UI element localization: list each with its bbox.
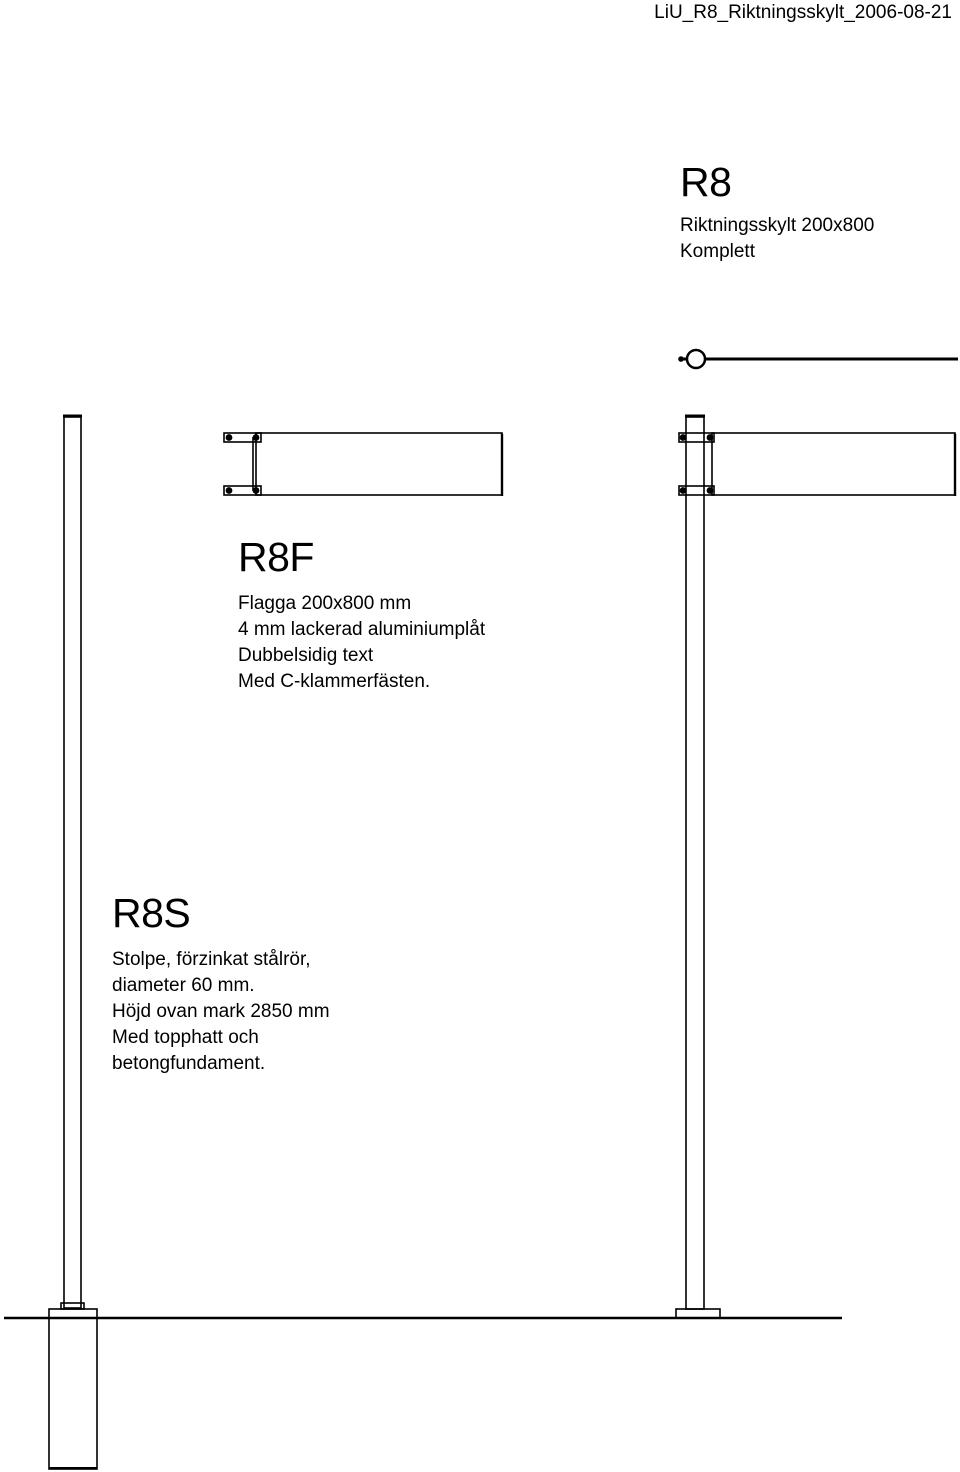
r8s-line-5: betongfundament. xyxy=(112,1053,266,1074)
r8s-line-2: diameter 60 mm. xyxy=(112,975,255,996)
r8s-line-3: Höjd ovan mark 2850 mm xyxy=(112,1001,330,1022)
r8-line-2: Komplett xyxy=(680,241,755,262)
r8f-description xyxy=(238,534,486,695)
r8-description xyxy=(680,159,875,265)
document-id: LiU_R8_Riktningsskylt_2006-08-21 xyxy=(654,2,952,23)
r8f-line-2: 4 mm lackerad aluminiumplåt xyxy=(238,619,486,640)
r8s-line-1: Stolpe, förzinkat stålrör, xyxy=(112,949,311,970)
r8s-code: R8S xyxy=(112,890,191,936)
r8-code: R8 xyxy=(680,159,732,205)
r8f-code: R8F xyxy=(238,534,314,580)
top-view-symbol xyxy=(679,350,958,368)
r8s-line-4: Med topphatt och xyxy=(112,1027,259,1048)
r8f-line-3: Dubbelsidig text xyxy=(238,645,374,666)
r8s-description xyxy=(112,890,330,1077)
r8s-post-drawing xyxy=(49,416,97,1469)
r8f-line-1: Flagga 200x800 mm xyxy=(238,593,412,614)
r8-line-1: Riktningsskylt 200x800 xyxy=(680,215,875,236)
r8f-flag-drawing xyxy=(224,433,502,496)
r8f-line-4: Med C-klammerfästen. xyxy=(238,671,431,692)
r8-assembly-drawing xyxy=(676,416,955,1318)
